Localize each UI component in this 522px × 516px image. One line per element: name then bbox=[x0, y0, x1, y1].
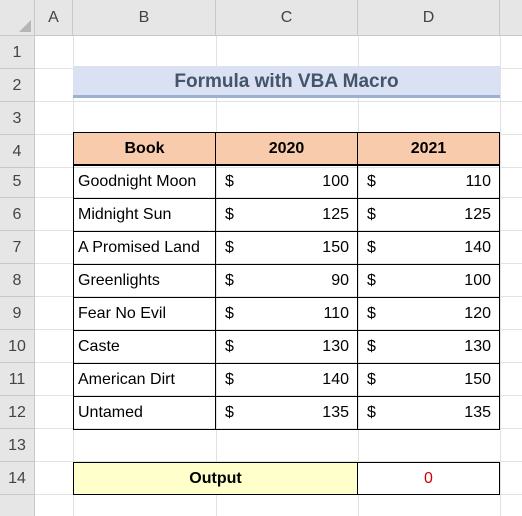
value-cell-2021[interactable] bbox=[357, 231, 500, 265]
value-cell-2021[interactable] bbox=[357, 198, 500, 232]
header-book[interactable]: Book bbox=[73, 132, 216, 165]
book-cell[interactable]: Caste bbox=[73, 330, 216, 364]
column-header-d[interactable]: D bbox=[358, 0, 500, 35]
amount: 130 bbox=[464, 338, 491, 355]
row-header-7[interactable]: 7 bbox=[0, 231, 34, 264]
amount: 135 bbox=[322, 404, 349, 421]
currency-symbol: $ bbox=[225, 272, 234, 289]
column-header-b[interactable]: B bbox=[73, 0, 216, 35]
header-2021[interactable]: 2021 bbox=[357, 132, 500, 165]
book-cell[interactable]: Greenlights bbox=[73, 264, 216, 298]
value-cell-2020[interactable] bbox=[215, 231, 358, 265]
book-cell[interactable]: Untamed bbox=[73, 396, 216, 430]
currency-symbol: $ bbox=[225, 239, 234, 256]
currency-symbol: $ bbox=[225, 338, 234, 355]
row-header-10[interactable]: 10 bbox=[0, 330, 34, 363]
currency-symbol: $ bbox=[225, 206, 234, 223]
amount: 120 bbox=[464, 305, 491, 322]
amount: 150 bbox=[322, 239, 349, 256]
row-header-4[interactable]: 4 bbox=[0, 135, 34, 168]
amount: 110 bbox=[465, 173, 491, 190]
value-cell-2020[interactable] bbox=[215, 363, 358, 397]
value-cell-2021[interactable] bbox=[357, 297, 500, 331]
value-cell-2020[interactable] bbox=[215, 330, 358, 364]
value-cell-2021[interactable] bbox=[357, 165, 500, 199]
currency-symbol: $ bbox=[225, 305, 234, 322]
grid-line bbox=[500, 36, 501, 516]
book-cell[interactable]: American Dirt bbox=[73, 363, 216, 397]
value-cell-2020[interactable] bbox=[215, 396, 358, 430]
row-header-6[interactable]: 6 bbox=[0, 198, 34, 231]
grid-line bbox=[35, 101, 522, 102]
book-cell[interactable]: Goodnight Moon bbox=[73, 165, 216, 199]
book-cell[interactable]: A Promised Land bbox=[73, 231, 216, 265]
output-value[interactable]: 0 bbox=[357, 462, 500, 495]
currency-symbol: $ bbox=[367, 173, 376, 190]
currency-symbol: $ bbox=[367, 338, 376, 355]
currency-symbol: $ bbox=[367, 305, 376, 322]
currency-symbol: $ bbox=[225, 404, 234, 421]
amount: 100 bbox=[322, 173, 349, 190]
currency-symbol: $ bbox=[367, 371, 376, 388]
amount: 135 bbox=[464, 404, 491, 421]
value-cell-2020[interactable] bbox=[215, 297, 358, 331]
amount: 125 bbox=[464, 206, 491, 223]
value-cell-2021[interactable] bbox=[357, 264, 500, 298]
select-all-icon bbox=[19, 20, 31, 32]
row-header-13[interactable]: 13 bbox=[0, 429, 34, 462]
row-header-1[interactable]: 1 bbox=[0, 36, 34, 69]
amount: 140 bbox=[464, 239, 491, 256]
row-header-12[interactable]: 12 bbox=[0, 396, 34, 429]
currency-symbol: $ bbox=[225, 173, 234, 190]
row-header-2[interactable]: 2 bbox=[0, 69, 34, 102]
currency-symbol: $ bbox=[225, 371, 234, 388]
row-header-9[interactable]: 9 bbox=[0, 297, 34, 330]
value-cell-2021[interactable] bbox=[357, 396, 500, 430]
value-cell-2021[interactable] bbox=[357, 330, 500, 364]
value-cell-2021[interactable] bbox=[357, 363, 500, 397]
book-cell[interactable]: Midnight Sun bbox=[73, 198, 216, 232]
row-header-3[interactable]: 3 bbox=[0, 102, 34, 135]
row-header-14[interactable]: 14 bbox=[0, 462, 34, 495]
header-2020[interactable]: 2020 bbox=[215, 132, 358, 165]
row-header-11[interactable]: 11 bbox=[0, 363, 34, 396]
amount: 140 bbox=[322, 371, 349, 388]
value-cell-2020[interactable] bbox=[215, 264, 358, 298]
currency-symbol: $ bbox=[367, 404, 376, 421]
amount: 100 bbox=[464, 272, 491, 289]
amount: 150 bbox=[464, 371, 491, 388]
column-header-c[interactable]: C bbox=[216, 0, 358, 35]
column-header-bar bbox=[0, 0, 522, 36]
value-cell-2020[interactable] bbox=[215, 198, 358, 232]
currency-symbol: $ bbox=[367, 206, 376, 223]
sheet-title[interactable]: Formula with VBA Macro bbox=[73, 66, 500, 98]
row-header-5[interactable]: 5 bbox=[0, 165, 34, 198]
currency-symbol: $ bbox=[367, 272, 376, 289]
amount: 130 bbox=[322, 338, 349, 355]
select-all-corner[interactable] bbox=[0, 0, 35, 35]
book-cell[interactable]: Fear No Evil bbox=[73, 297, 216, 331]
output-label[interactable]: Output bbox=[73, 462, 358, 495]
value-cell-2020[interactable] bbox=[215, 165, 358, 199]
column-header-a[interactable]: A bbox=[35, 0, 73, 35]
amount: 90 bbox=[331, 272, 349, 289]
amount: 125 bbox=[322, 206, 349, 223]
amount: 110 bbox=[323, 305, 349, 322]
currency-symbol: $ bbox=[367, 239, 376, 256]
row-header-8[interactable]: 8 bbox=[0, 264, 34, 297]
